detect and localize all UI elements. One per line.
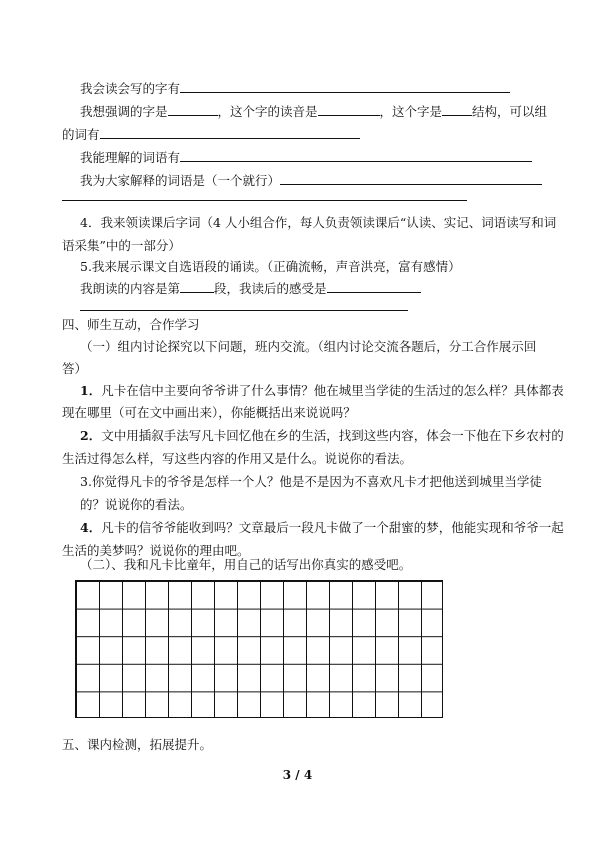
question-4-number: 4． <box>80 520 102 535</box>
question-2-line2: 生活过得怎么样，写这些内容的作用又是什么。说说你的看法。 <box>62 451 413 466</box>
label-pronunciation: ，这个字的读音是 <box>217 104 318 119</box>
question-3-line2: 的？说说你的看法。 <box>80 497 193 512</box>
blank-emphasize-char[interactable] <box>168 103 218 116</box>
group-discussion-line2: 答） <box>62 361 88 376</box>
compare-childhood-prompt: （二）、我和凡卡比童年，用自己的话写出你真实的感受吧。 <box>80 557 412 572</box>
label-structure: ，这个字是 <box>379 104 443 119</box>
page-number: 3 / 4 <box>282 768 313 782</box>
question-2-number: 2． <box>80 428 102 443</box>
writing-grid[interactable] <box>75 580 443 718</box>
blank-paragraph-no[interactable] <box>180 280 214 293</box>
label-emphasize-char: 我想强调的字是 <box>80 104 168 119</box>
blank-feeling-cont[interactable] <box>80 310 408 311</box>
blank-words[interactable] <box>100 126 360 139</box>
question-4-line2: 生活的美梦吗？说说你的理由吧。 <box>62 543 250 558</box>
label-can-form: 结构，可以组 <box>472 104 548 119</box>
group-discussion-line1: （一）组内讨论探究以下问题，班内交流。（组内讨论交流各题后，分工合作展示回 <box>80 339 537 354</box>
label-feeling: 段，我读后的感受是 <box>214 281 327 296</box>
fill-line-words <box>62 126 360 143</box>
blank-structure[interactable] <box>442 103 472 116</box>
section-4-title: 四、师生互动，合作学习 <box>62 317 200 332</box>
question-1-text: 凡卡在信中主要向爷爷讲了什么事情？他在城里当学徒的生活过的怎么样？具体都表 <box>101 383 564 398</box>
blank-known-chars[interactable] <box>180 80 510 93</box>
blank-explain-word-cont[interactable] <box>62 200 467 201</box>
fill-line-understood-words <box>80 149 532 166</box>
question-1-line2: 现在哪里（可在文中画出来），你能概括出来说说吗？ <box>62 405 356 420</box>
question-3-line1: 3.你觉得凡卡的爷爷是怎样一个人？他是不是因为不喜欢凡卡才把他送到城里当学徒 <box>80 474 542 489</box>
blank-understood-words[interactable] <box>180 149 532 162</box>
section-5-title: 五、课内检测，拓展提升。 <box>62 737 213 752</box>
fill-line-explain-word <box>80 172 542 189</box>
question-4-line1 <box>80 520 564 536</box>
blank-pronunciation[interactable] <box>318 103 380 116</box>
item-5-line1: 5.我来展示课文自选语段的诵读。（正确流畅，声音洪亮，富有感情） <box>80 259 461 274</box>
fill-line-emphasize-char <box>80 103 547 120</box>
blank-feeling[interactable] <box>327 280 421 293</box>
label-read-part: 我朗读的内容是第 <box>80 281 181 296</box>
question-1-number: 1． <box>80 383 102 398</box>
blank-explain-word[interactable] <box>280 172 542 185</box>
fill-line-known-chars <box>80 80 510 97</box>
question-2-line1 <box>80 428 564 444</box>
label-understood-words: 我能理解的词语有 <box>80 150 181 165</box>
question-2-text: 文中用插叙手法写凡卡回忆他在乡的生活，找到这些内容，体会一下他在下乡农村的 <box>101 428 564 443</box>
label-words: 的词有 <box>62 127 100 142</box>
item-4-line1: 4．我来领读课后字词（4 人小组合作，每人负责领读课后“认读、实记、词语读写和词 <box>80 215 557 230</box>
label-known-chars: 我会读会写的字有 <box>80 81 181 96</box>
item-4-line2: 语采集”中的一部分） <box>62 238 181 253</box>
question-1-line1 <box>80 383 564 399</box>
label-explain-word: 我为大家解释的词语是（一个就行） <box>80 173 281 188</box>
question-4-text: 凡卡的信爷爷能收到吗？文章最后一段凡卡做了一个甜蜜的梦，他能实现和爷爷一起 <box>101 520 564 535</box>
item-5-line2 <box>80 280 421 297</box>
